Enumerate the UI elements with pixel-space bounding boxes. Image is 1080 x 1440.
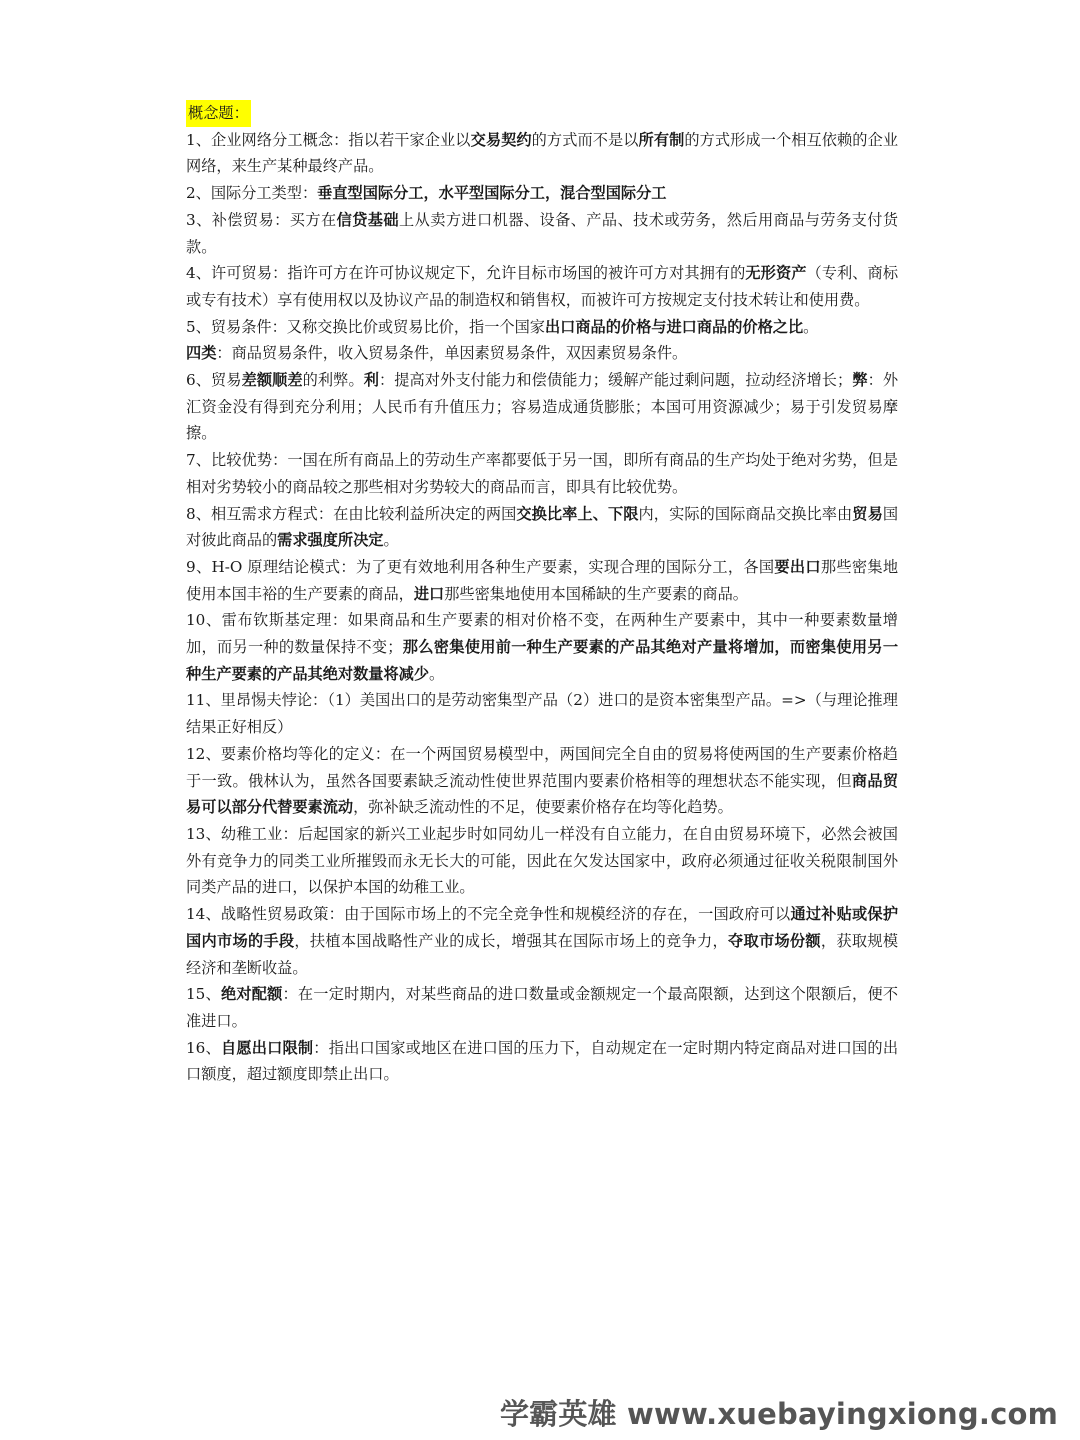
- concept-item-8: [186, 501, 898, 554]
- text-run: ：提高对外支付能力和偿债能力；缓解产能过剩问题，拉动经济增长；: [379, 371, 853, 390]
- concept-item-15: [186, 981, 898, 1034]
- text-run: 内，实际的国际商品交换比率由: [638, 504, 853, 523]
- text-run: 的利弊。: [302, 371, 364, 390]
- bold-term: 垂直型国际分工，水平型国际分工，混合型国际分工: [317, 184, 667, 203]
- bold-term: 无形资产: [745, 264, 807, 283]
- text-run: 那些密集地使用本国稀缺的生产要素的商品。: [444, 584, 748, 603]
- bold-term: 贸易: [852, 504, 883, 523]
- concept-item-5: [186, 314, 898, 367]
- bold-term: 差额顺差: [241, 371, 303, 390]
- document-body: [186, 100, 898, 1088]
- text-run: （专利、商标或专有技术）享有使用权以及协议产品的制造权和销售权，而被许可方按规定支付技术转让和使用费。: [186, 264, 899, 309]
- text-run: 2、国际分工类型：: [186, 184, 318, 203]
- concept-item-4: [186, 260, 898, 313]
- bold-term: 商品贸易可以部分代替要素流动: [186, 771, 899, 817]
- section-heading: 概念题：: [186, 100, 251, 127]
- bold-term: 通过补贴或保护国内市场的手段: [186, 905, 899, 950]
- text-run: 14、战略性贸易政策：由于国际市场上的不完全竞争性和规模经济的存在，一国政府可以: [186, 905, 791, 924]
- bold-term: 进口: [413, 584, 445, 603]
- text-run: ：在一定时期内，对某些商品的进口数量或金额规定一个最高限额，达到这个限额后，便不准进口。: [186, 985, 899, 1030]
- text-run: 1、企业网络分工概念：指以若干家企业以: [186, 130, 471, 149]
- text-run: ，扶植本国战略性产业的成长，增强其在国际市场上的竞争力，: [294, 931, 728, 950]
- concept-item-12: [186, 741, 898, 821]
- bold-term: 利: [363, 371, 379, 390]
- text-run: 9、H-O 原理结论模式：为了更有效地利用各种生产要素，实现合理的国际分工，各国: [186, 557, 775, 576]
- concept-item-1: [186, 127, 898, 180]
- bold-term: 绝对配额: [220, 985, 283, 1004]
- text-run: 的方式而不是以: [531, 130, 639, 149]
- concept-item-9: [186, 554, 898, 607]
- text-run: 5、贸易条件：又称交换比价或贸易比价，指一个国家: [186, 317, 545, 336]
- text-run: 11、里昂惕夫悖论：（1）美国出口的是劳动密集型产品（2）进口的是资本密集型产品。=>（与理论推理结果正好相反）: [186, 691, 898, 737]
- text-run: ：商品贸易条件，收入贸易条件，单因素贸易条件，双因素贸易条件。: [216, 344, 688, 363]
- text-run: ：外汇资金没有得到充分利用；人民币有升值压力；容易造成通货膨胀；本国可用资源减少；易于引发贸易摩擦。: [186, 371, 899, 443]
- text-run: 国对彼此商品的: [186, 504, 899, 550]
- text-run: 8、相互需求方程式：在由比较利益所决定的两国: [186, 504, 517, 523]
- text-run: 4、许可贸易：指许可方在许可协议规定下，允许目标市场国的被许可方对其拥有的: [186, 264, 746, 283]
- text-run: 16、: [186, 1038, 221, 1057]
- site-watermark: 学霸英雄 www.xuebayingxiong.com: [499, 1397, 1058, 1431]
- text-run: ，弥补缺乏流动性的不足，使要素价格存在均等化趋势。: [353, 798, 733, 817]
- text-run: 13、幼稚工业：后起国家的新兴工业起步时如同幼儿一样没有自立能力，在自由贸易环境下，必然会被国外有竞争力的同类工业所摧毁而永无长大的可能，因此在欠发达国家中，政府必须通过征收关税限制国外同类产品的进口，以保护本国的幼稚工业。: [186, 824, 898, 897]
- bold-term: 四类: [186, 344, 217, 363]
- text-run: 15、: [186, 985, 221, 1004]
- text-run: 。: [429, 664, 445, 683]
- text-run: 那些密集地使用本国丰裕的生产要素的商品，: [186, 557, 899, 603]
- bold-term: 要出口: [774, 557, 821, 576]
- bold-term: 需求强度所决定: [277, 531, 384, 550]
- text-run: 6、贸易: [186, 371, 242, 390]
- concept-item-6: [186, 367, 898, 447]
- bold-term: 出口商品的价格与进口商品的价格之比: [544, 317, 804, 336]
- text-run: 3、补偿贸易：买方在: [186, 210, 337, 229]
- concept-item-3: [186, 207, 898, 260]
- text-run: 。: [383, 531, 399, 550]
- bold-term: 交易契约: [470, 130, 532, 149]
- concept-item-2: [186, 180, 898, 207]
- bold-term: 交换比率上、下限: [516, 504, 639, 523]
- bold-term: 那么密集使用前一种生产要素的产品其绝对产量将增加，而密集使用另一种生产要素的产品其绝对数量将减少: [186, 638, 899, 683]
- concept-item-13: [186, 821, 898, 901]
- text-run: ：指出口国家或地区在进口国的压力下，自动规定在一定时期内特定商品对进口国的出口额度，超过额度即禁止出口。: [186, 1038, 899, 1084]
- text-run: 的方式形成一个相互依赖的企业网络，来生产某种最终产品。: [186, 130, 899, 176]
- bold-term: 自愿出口限制: [220, 1038, 314, 1057]
- concept-item-14: [186, 901, 898, 981]
- bold-term: 夺取市场份额: [727, 931, 821, 950]
- text-run: 12、要素价格均等化的定义：在一个两国贸易模型中，两国间完全自由的贸易将使两国的生产要素价格趋于一致。俄林认为，虽然各国要素缺乏流动性使世界范围内要素价格相等的理想状态不能实现，但: [186, 744, 898, 790]
- concept-item-11: [186, 687, 898, 740]
- bold-term: 弊: [852, 371, 868, 390]
- text-run: 7、比较优势：一国在所有商品上的劳动生产率都要低于另一国，即所有商品的生产均处于绝对劣势，但是相对劣势较小的商品较之那些相对劣势较大的商品而言，即具有比较优势。: [186, 451, 898, 496]
- bold-term: 信贷基础: [336, 210, 399, 229]
- text-run: 10、雷布钦斯基定理：如果商品和生产要素的相对价格不变，在两种生产要素中，其中一种要素数量增加，而另一种的数量保持不变；: [186, 611, 898, 657]
- text-run: 上从卖方进口机器、设备、产品、技术或劳务，然后用商品与劳务支付货款。: [186, 210, 899, 256]
- text-run: ，获取规模经济和垄断收益。: [186, 931, 899, 977]
- concept-item-10: [186, 607, 898, 687]
- bold-term: 所有制: [638, 130, 685, 149]
- concept-item-7: [186, 447, 898, 500]
- concept-item-16: [186, 1035, 898, 1088]
- text-run: 。: [803, 317, 819, 336]
- concept-list: [186, 127, 898, 1088]
